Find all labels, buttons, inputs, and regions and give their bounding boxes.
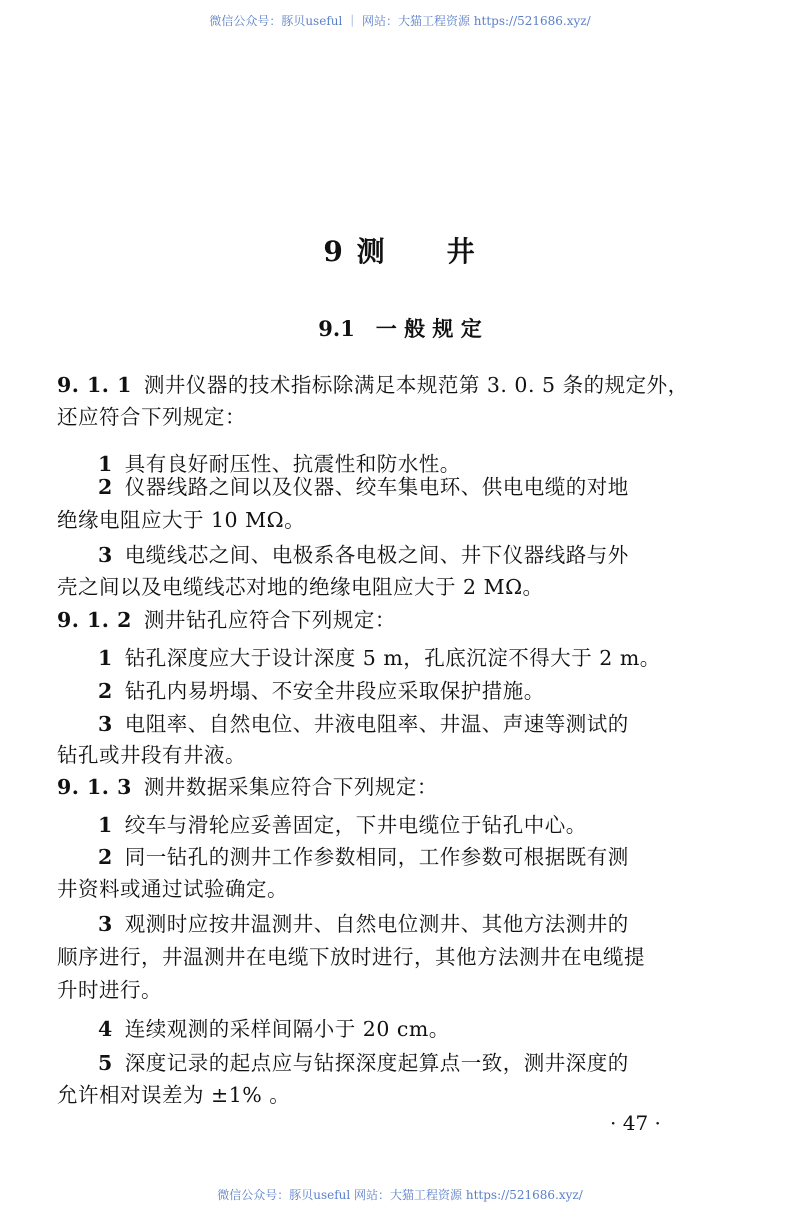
item-number: 2	[98, 475, 113, 499]
line-text: 测井数据采集应符合下列规定：	[143, 775, 438, 799]
line-text: 连续观测的采样间隔小于 20 cm。	[124, 1017, 450, 1041]
line-text: 测井钻孔应符合下列规定：	[143, 608, 396, 632]
line-text: 观测时应按井温测井、自然电位测井、其他方法测井的	[124, 912, 629, 936]
text-line	[98, 840, 629, 870]
text-line	[98, 1046, 629, 1076]
line-text: 电缆线芯之间、电极系各电极之间、井下仪器线路与外	[124, 543, 629, 567]
text-line	[57, 1078, 290, 1108]
line-text: 绞车与滑轮应妥善固定，下井电缆位于钻孔中心。	[124, 813, 587, 837]
text-line	[98, 674, 545, 704]
text-line	[57, 738, 246, 768]
text-line	[57, 872, 288, 902]
text-line	[98, 707, 629, 737]
item-number: 3	[98, 912, 113, 936]
item-number: 9. 1. 3	[57, 775, 132, 799]
item-number: 9. 1. 1	[57, 373, 132, 397]
line-text: 顺序进行，井温测井在电缆下放时进行，其他方法测井在电缆提	[57, 945, 645, 969]
text-line	[57, 770, 438, 800]
line-text: 允许相对误差为 ±1% 。	[57, 1083, 291, 1107]
line-text: 电阻率、自然电位、井液电阻率、井温、声速等测试的	[124, 712, 629, 736]
text-line	[98, 907, 629, 937]
chapter-title: 9 测 井	[323, 235, 477, 268]
line-text: 具有良好耐压性、抗震性和防水性。	[124, 452, 461, 476]
line-text: 钻孔深度应大于设计深度 5 m，孔底沉淀不得大于 2 m。	[124, 646, 661, 670]
text-line	[57, 503, 305, 533]
line-text: 钻孔或井段有井液。	[57, 743, 246, 767]
text-line	[98, 470, 629, 500]
item-number: 1	[98, 452, 113, 476]
text-line	[57, 400, 246, 430]
text-line	[57, 940, 645, 970]
section-title: 9.1 一 般 规 定	[318, 316, 482, 341]
item-number: 3	[98, 543, 113, 567]
line-text: 升时进行。	[57, 978, 162, 1002]
text-line	[98, 641, 661, 671]
text-line	[57, 368, 689, 398]
line-text: 壳之间以及电缆线芯对地的绝缘电阻应大于 2 MΩ。	[57, 575, 544, 599]
item-number: 2	[98, 845, 113, 869]
item-number: 1	[98, 813, 113, 837]
text-line	[57, 973, 162, 1003]
line-text: 还应符合下列规定：	[57, 405, 246, 429]
line-text: 同一钻孔的测井工作参数相同，工作参数可根据既有测	[124, 845, 629, 869]
text-line	[57, 570, 544, 600]
line-text: 仪器线路之间以及仪器、绞车集电环、供电电缆的对地	[124, 475, 629, 499]
text-line	[98, 538, 629, 568]
item-number: 3	[98, 712, 113, 736]
text-line	[57, 603, 396, 633]
watermark-bottom: 微信公众号：豚贝useful 网站：大猫工程资源 https://521686.xyz/	[217, 1188, 583, 1202]
watermark-top: 微信公众号：豚贝useful ｜ 网站：大猫工程资源 https://521686.xyz/	[209, 14, 591, 28]
item-number: 2	[98, 679, 113, 703]
item-number: 9. 1. 2	[57, 608, 132, 632]
line-text: 深度记录的起点应与钻探深度起算点一致，测井深度的	[124, 1051, 629, 1075]
line-text: 钻孔内易坍塌、不安全井段应采取保护措施。	[124, 679, 545, 703]
item-number: 1	[98, 646, 113, 670]
line-text: 测井仪器的技术指标除满足本规范第 3. 0. 5 条的规定外，	[143, 373, 689, 397]
text-line	[98, 808, 587, 838]
page-number: · 47 ·	[610, 1111, 661, 1135]
line-text: 井资料或通过试验确定。	[57, 877, 288, 901]
item-number: 4	[98, 1017, 113, 1041]
item-number: 5	[98, 1051, 113, 1075]
text-line	[98, 1012, 450, 1042]
line-text: 绝缘电阻应大于 10 MΩ。	[57, 508, 306, 532]
